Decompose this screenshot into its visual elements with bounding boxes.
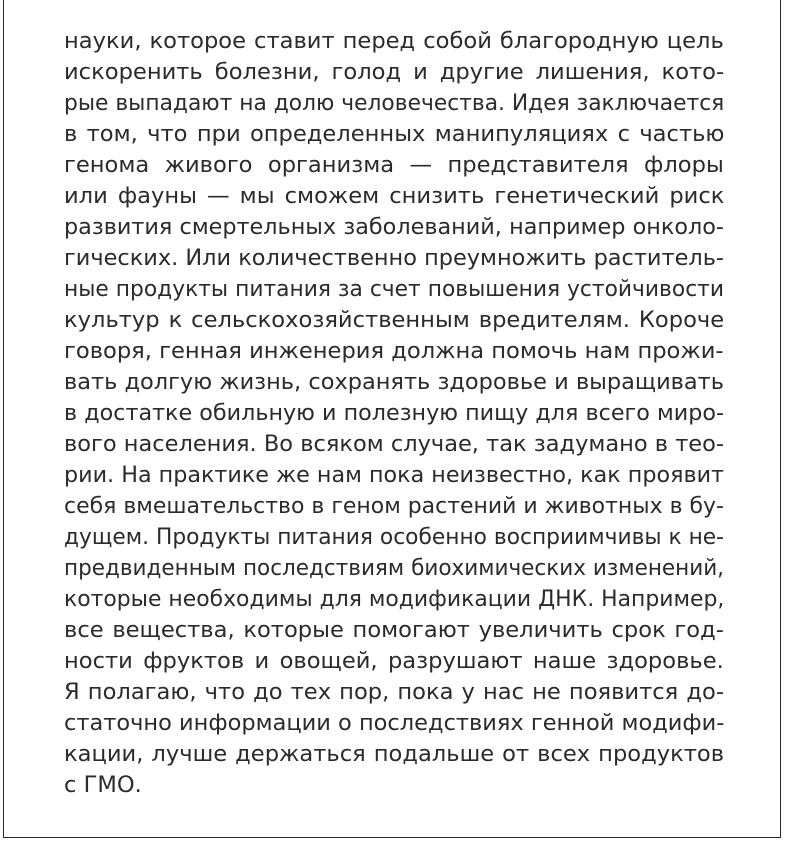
text-line: развития смертельных заболеваний, например онколо- (64, 214, 724, 240)
text-line: ности фруктов и овощей, разрушают наше здоровье. (64, 648, 724, 674)
text-line: искоренить болезни, голод и другие лишения, кото- (64, 59, 725, 85)
text-line: рии. На практике же нам пока неизвестно, как проявит (64, 462, 725, 488)
text-line: генома живого организма — представителя флоры (64, 152, 724, 178)
text-line: в достатке обильную и полезную пищу для всего миро- (64, 400, 725, 426)
text-line: статочно информации о последствиях генной модифи- (64, 710, 725, 736)
text-line: себя вмешательство в геном растений и животных в бу- (64, 493, 724, 519)
text-line: кации, лучше держаться подальше от всех продуктов (64, 741, 725, 767)
text-line: рые выпадают на долю человечества. Идея заключается (64, 90, 725, 116)
text-line: все вещества, которые помогают увеличить срок год- (64, 617, 724, 643)
text-line: предвиденным последствиям биохимических изменений, (64, 555, 725, 581)
text-line: или фауны — мы сможем снизить генетический риск (64, 183, 725, 209)
text-line: вого населения. Во всяком случае, так задумано в тео- (64, 431, 725, 457)
body-text (64, 26, 724, 801)
text-line: вать долгую жизнь, сохранять здоровье и выращивать (64, 369, 725, 395)
text-line: говоря, генная инженерия должна помочь нам прожи- (64, 338, 724, 364)
text-line: с ГМО. (64, 772, 142, 798)
text-line: науки, которое ставит перед собой благородную цель (64, 28, 724, 54)
text-line: которые необходимы для модификации ДНК. Например, (64, 586, 725, 612)
text-line: культур к сельскохозяйственным вредителям. Короче (64, 307, 725, 333)
text-line: Я полагаю, что до тех пор, пока у нас не появится до- (64, 679, 724, 705)
text-line: дущем. Продукты питания особенно восприимчивы к не- (64, 524, 725, 550)
text-line: гических. Или количественно преумножить раститель- (64, 245, 725, 271)
text-line: ные продукты питания за счет повышения устойчивости (64, 276, 724, 302)
text-line: в том, что при определенных манипуляциях с частью (64, 121, 725, 147)
